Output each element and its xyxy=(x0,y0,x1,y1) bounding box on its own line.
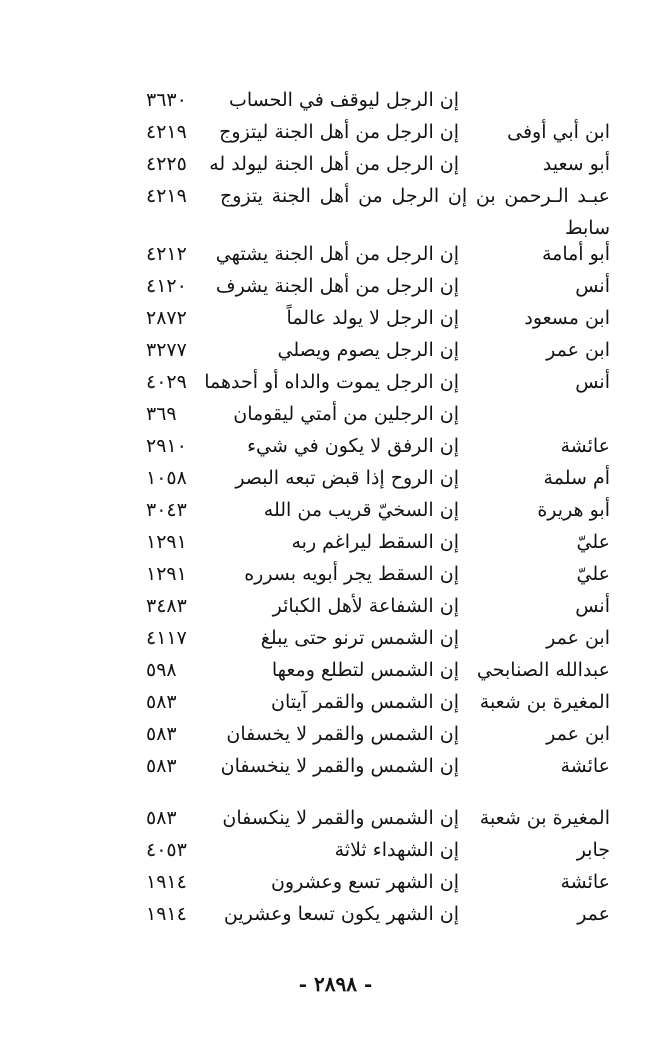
hadith-text: إن الرجل من أهل الجنة ليولد له xyxy=(209,153,459,175)
narrator-continuation: سابط xyxy=(564,217,610,239)
narrator-name: عائشة xyxy=(560,435,610,457)
index-row xyxy=(0,400,671,432)
narrator-name: ابن عمر xyxy=(546,627,610,649)
narrator-name: أنس xyxy=(575,371,610,393)
narrator-name: أبو هريرة xyxy=(537,499,610,521)
narrator-name: المغيرة بن شعبة xyxy=(479,807,610,829)
index-row xyxy=(0,496,671,528)
narrator-name: أبو سعيد xyxy=(542,153,610,175)
hadith-number: ٥٩٨ xyxy=(146,659,177,681)
hadith-number: ٥٨٣ xyxy=(146,807,177,829)
hadith-text: إن السقط ليراغم ربه xyxy=(291,531,459,553)
hadith-number: ١٩١٤ xyxy=(146,871,187,893)
index-row xyxy=(0,560,671,592)
hadith-number: ٥٨٣ xyxy=(146,755,177,777)
index-row xyxy=(0,464,671,496)
narrator-name: ابن عمر xyxy=(546,339,610,361)
page-number: - ٢٨٩٨ - xyxy=(298,972,373,996)
hadith-number: ١٢٩١ xyxy=(146,563,187,585)
hadith-text: إن الرجل من أهل الجنة ليتزوج xyxy=(219,121,459,143)
hadith-number: ٤٢١٩ xyxy=(146,121,187,143)
hadith-text: إن الرجل من أهل الجنة يشرف xyxy=(215,275,459,297)
index-row xyxy=(0,900,671,932)
hadith-text: إن الروح إذا قبض تبعه البصر xyxy=(235,467,459,489)
index-row-continuation xyxy=(0,214,671,240)
index-row xyxy=(0,868,671,900)
narrator-name: ابن أبي أوفى xyxy=(507,121,610,143)
index-row xyxy=(0,182,671,214)
hadith-text: إن الرجل يصوم ويصلي xyxy=(277,339,459,361)
hadith-text: إن السقط يجر أبويه بسرره xyxy=(244,563,459,585)
hadith-number: ٤١١٧ xyxy=(146,627,187,649)
hadith-number: ٤٢٢٥ xyxy=(146,153,187,175)
hadith-number: ٣٢٧٧ xyxy=(146,339,187,361)
hadith-number: ٣٠٤٣ xyxy=(146,499,187,521)
hadith-index-list xyxy=(0,86,671,932)
hadith-number: ٤٢١٢ xyxy=(146,243,187,265)
row-spacer xyxy=(0,784,671,804)
hadith-text: إن السخيّ قريب من الله xyxy=(263,499,459,521)
narrator-name: أم سلمة xyxy=(543,467,610,489)
narrator-name: المغيرة بن شعبة xyxy=(479,691,610,713)
index-row xyxy=(0,86,671,118)
hadith-number: ١٩١٤ xyxy=(146,903,187,925)
narrator-name: عائشة xyxy=(560,871,610,893)
narrator-name: عبدالله الصنابحي xyxy=(476,659,610,681)
hadith-number: ٥٨٣ xyxy=(146,723,177,745)
narrator-name: عمر xyxy=(577,903,610,925)
hadith-number: ٤١٢٠ xyxy=(146,275,187,297)
hadith-number: ٣٦٣٠ xyxy=(146,89,187,111)
hadith-text: إن الشهر تسع وعشرون xyxy=(270,871,459,893)
hadith-number: ٣٦٩ xyxy=(146,403,177,425)
index-row xyxy=(0,688,671,720)
index-row xyxy=(0,656,671,688)
hadith-number: ٤٠٥٣ xyxy=(146,839,187,861)
narrator-name: ابن مسعود xyxy=(524,307,610,329)
index-row xyxy=(0,432,671,464)
index-row xyxy=(0,752,671,784)
hadith-text: إن الشمس والقمر آيتان xyxy=(271,691,459,713)
hadith-number: ١٠٥٨ xyxy=(146,467,187,489)
hadith-text: إن الشمس لتطلع ومعها xyxy=(271,659,459,681)
index-row xyxy=(0,304,671,336)
hadith-number: ٣٤٨٣ xyxy=(146,595,187,617)
index-row xyxy=(0,336,671,368)
index-row xyxy=(0,272,671,304)
hadith-number: ٤٠٢٩ xyxy=(146,371,187,393)
narrator-name: عليّ xyxy=(576,563,610,585)
index-row xyxy=(0,240,671,272)
index-row xyxy=(0,528,671,560)
hadith-number: ٤٢١٩ xyxy=(146,185,187,207)
hadith-text: إن الرجل لا يولد عالماً xyxy=(286,307,459,329)
narrator-name: أنس xyxy=(575,275,610,297)
narrator-name: عائشة xyxy=(560,755,610,777)
hadith-text: إن الرجل يموت والداه أو أحدهما xyxy=(204,371,459,393)
hadith-text: إن الرجل من أهل الجنة يشتهي xyxy=(215,243,459,265)
hadith-number: ٢٨٧٢ xyxy=(146,307,187,329)
hadith-number: ١٢٩١ xyxy=(146,531,187,553)
index-row xyxy=(0,804,671,836)
hadith-text: إن الشهر يكون تسعا وعشرين xyxy=(223,903,459,925)
narrator-name: ابن عمر xyxy=(546,723,610,745)
hadith-text: إن الشمس والقمر لا ينخسفان xyxy=(220,755,459,777)
index-row xyxy=(0,150,671,182)
narrator-name: أبو أمامة xyxy=(541,243,610,265)
narrator-and-hadith-text: عبـد الـرحمن بن إن الرجل من أهل الجنة يتزوج xyxy=(220,185,610,207)
hadith-text: إن الشمس ترنو حتى يبلغ xyxy=(260,627,459,649)
hadith-text: إن الرفق لا يكون في شيء xyxy=(247,435,459,457)
hadith-text: إن الشمس والقمر لا يخسفان xyxy=(226,723,459,745)
index-row xyxy=(0,720,671,752)
hadith-number: ٥٨٣ xyxy=(146,691,177,713)
index-row xyxy=(0,368,671,400)
index-row xyxy=(0,592,671,624)
narrator-name: جابر xyxy=(576,839,610,861)
hadith-text: إن الشمس والقمر لا ينكسفان xyxy=(222,807,459,829)
index-row xyxy=(0,836,671,868)
narrator-name: عليّ xyxy=(576,531,610,553)
hadith-text: إن الرجلين من أمتي ليقومان xyxy=(233,403,459,425)
index-row xyxy=(0,624,671,656)
narrator-name: أنس xyxy=(575,595,610,617)
hadith-number: ٢٩١٠ xyxy=(146,435,187,457)
hadith-text: إن الرجل ليوقف في الحساب xyxy=(228,89,459,111)
hadith-text: إن الشهداء ثلاثة xyxy=(334,839,459,861)
index-row xyxy=(0,118,671,150)
hadith-text: إن الشفاعة لأهل الكبائر xyxy=(272,595,459,617)
